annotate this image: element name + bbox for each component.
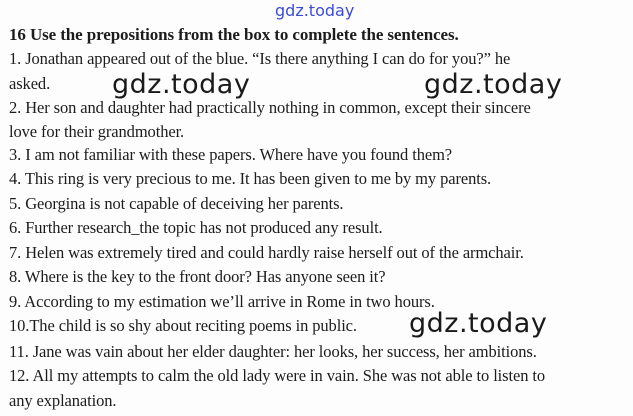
sentence-line-12b: any explanation. — [9, 391, 117, 410]
sentence-line-8: 8. Where is the key to the front door? Has anyone seen it? — [9, 267, 386, 286]
sentence-line-1a: 1. Jonathan appeared out of the blue. “Is there anything I can do for you?” he — [9, 49, 511, 68]
watermark-overlay-bottom: gdz.today — [409, 308, 548, 339]
sentence-line-4: 4. This ring is very precious to me. It has been given to me by my parents. — [9, 169, 492, 188]
sentence-line-1b: asked. — [9, 74, 51, 93]
sentence-line-5: 5. Georgina is not capable of deceiving her parents. — [9, 194, 344, 213]
sentence-line-2b: love for their grandmother. — [9, 122, 185, 141]
sentence-line-6: 6. Further research_the topic has not produced any result. — [9, 218, 383, 237]
sentence-line-3: 3. I am not familiar with these papers. Where have you found them? — [9, 145, 453, 164]
watermark-top: gdz.today — [275, 1, 355, 20]
sentence-line-7: 7. Helen was extremely tired and could hardly raise herself out of the armchair. — [9, 243, 524, 262]
exercise-heading: 16 Use the prepositions from the box to complete the sentences. — [9, 25, 459, 44]
sentence-line-9: 9. According to my estimation we’ll arrive in Rome in two hours. — [9, 292, 435, 311]
watermark-overlay-right: gdz.today — [424, 69, 563, 100]
sentence-line-10: 10.The child is so shy about reciting poems in public. — [9, 316, 357, 335]
watermark-overlay-left: gdz.today — [112, 69, 251, 100]
sentence-line-2a: 2. Her son and daughter had practically nothing in common, except their sincere — [9, 98, 531, 117]
sentence-line-11: 11. Jane was vain about her elder daughter: her looks, her success, her ambitions. — [9, 342, 537, 361]
sentence-line-12a: 12. All my attempts to calm the old lady were in vain. She was not able to listen to — [9, 366, 546, 385]
